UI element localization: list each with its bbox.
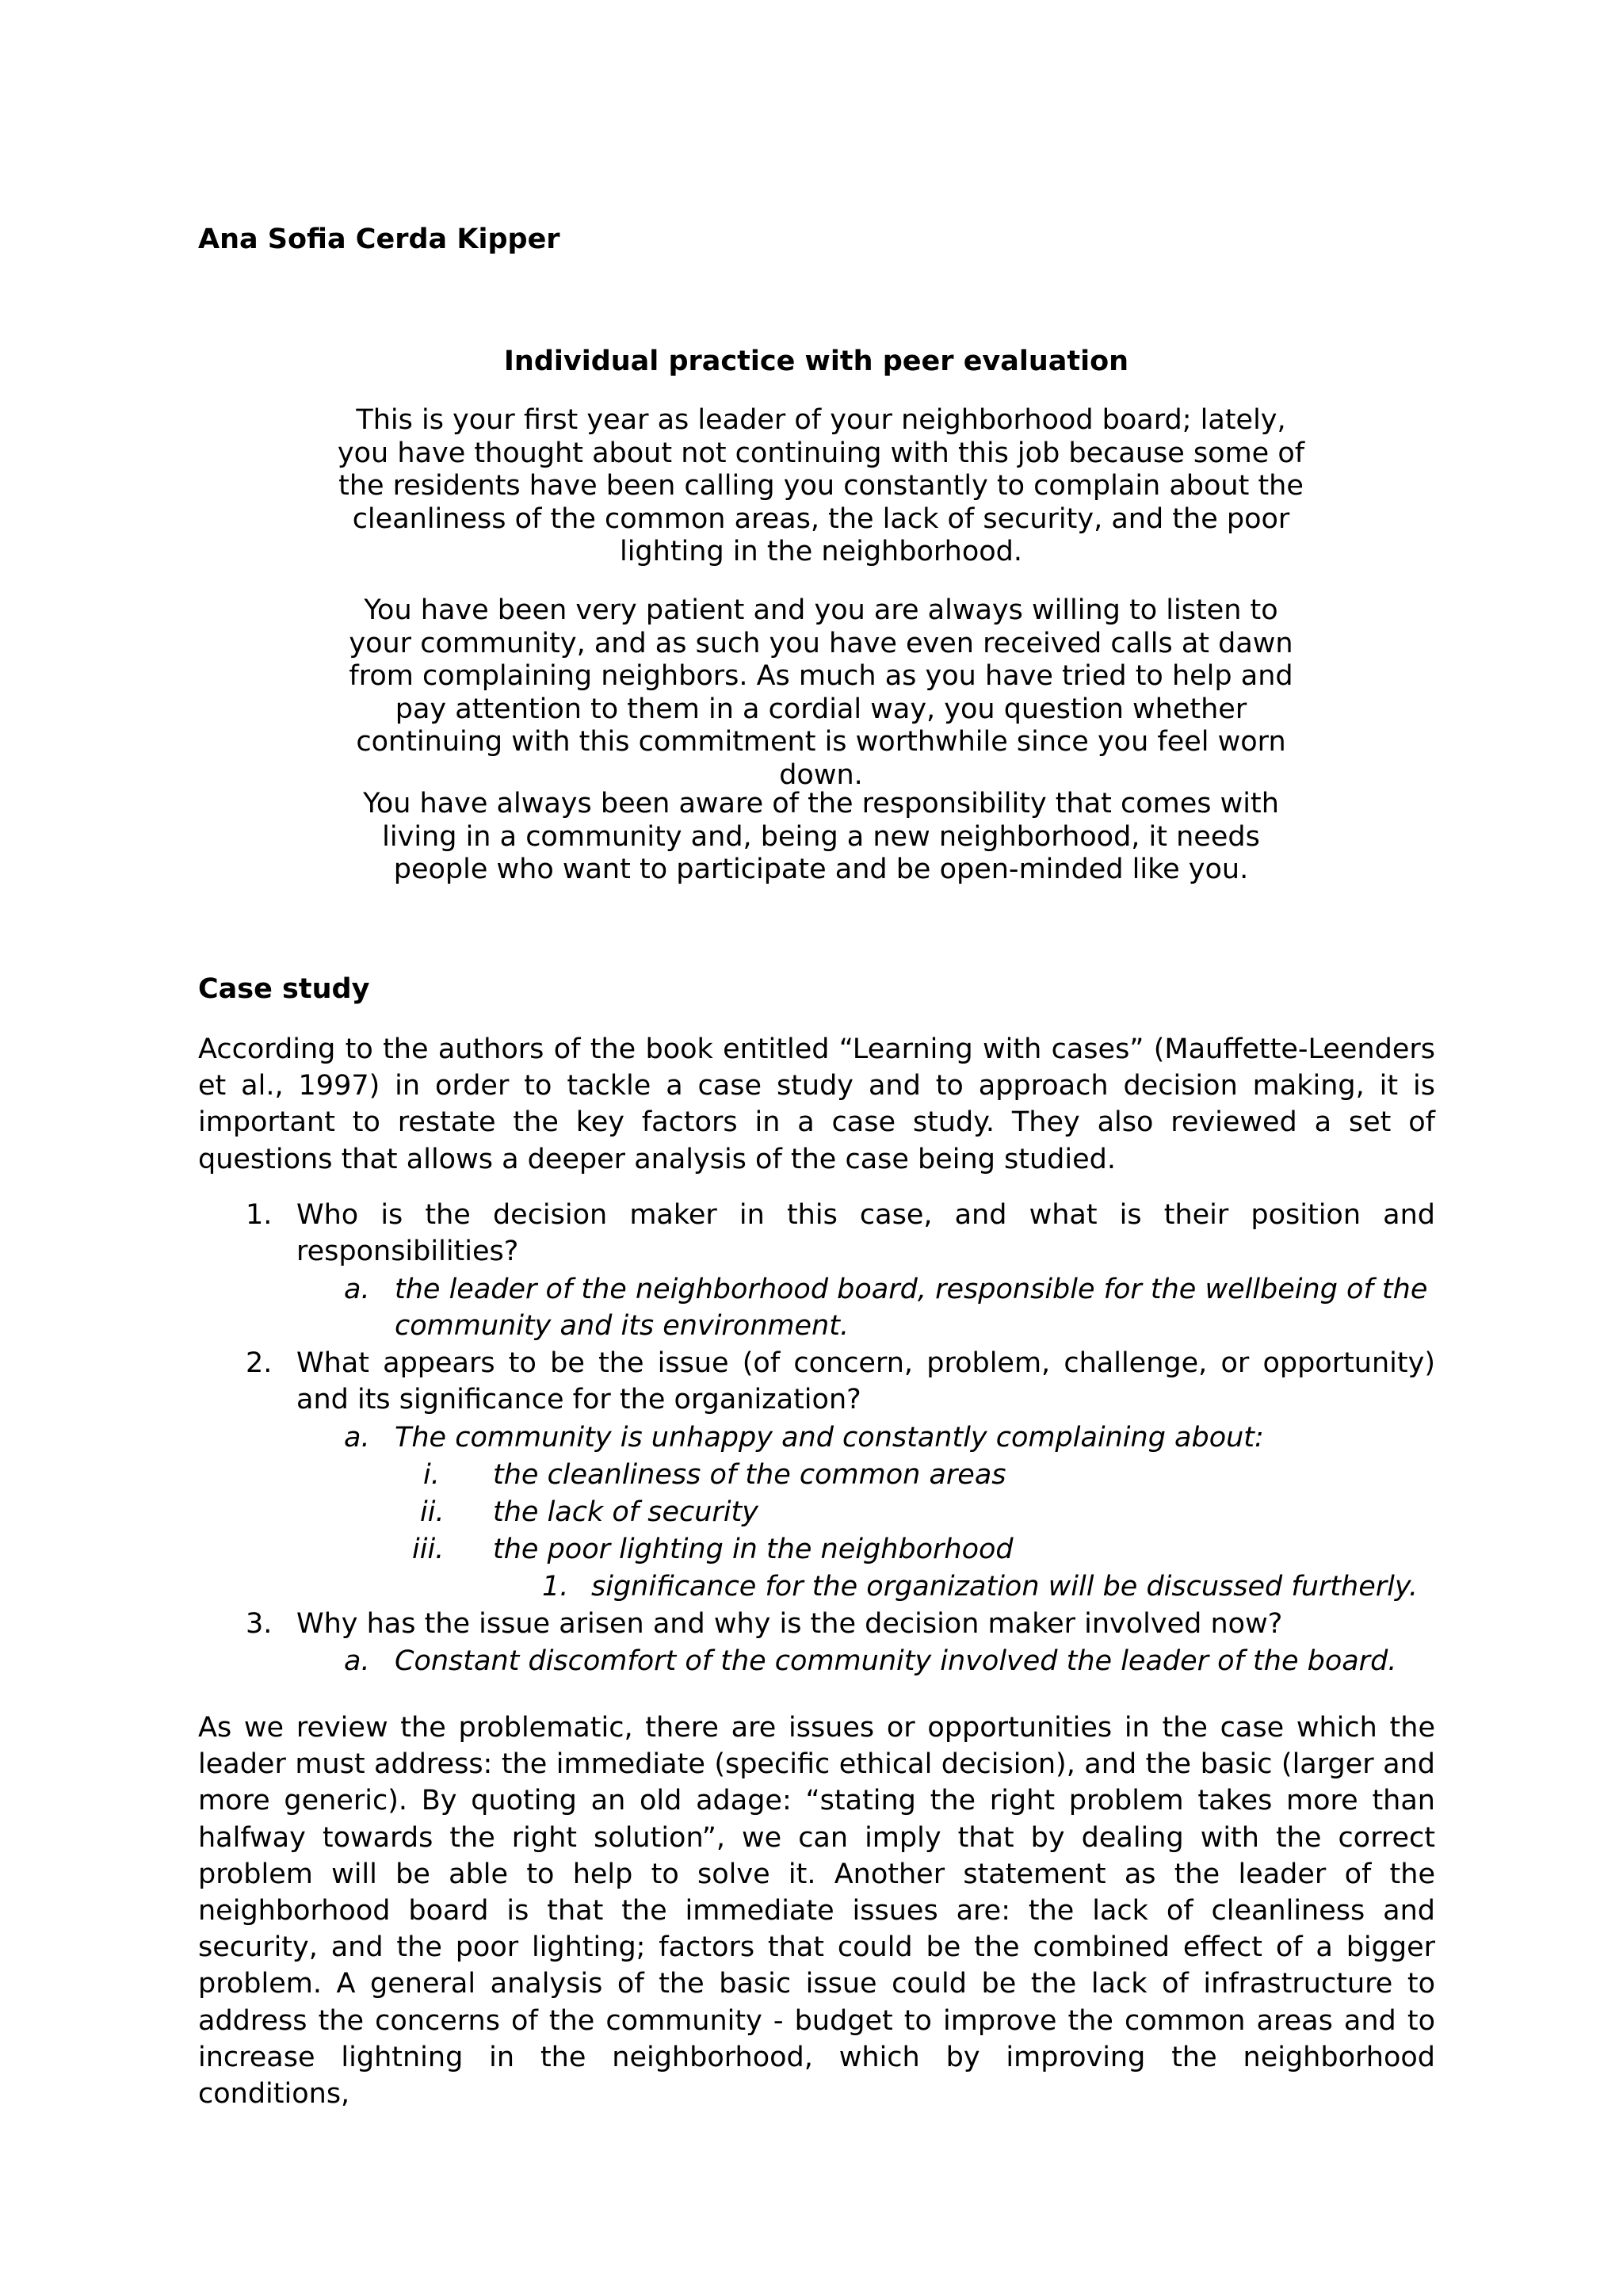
answer-2-sub-item: significance for the organization will be discussed furtherly. xyxy=(591,1571,1418,1603)
intro-paragraph-1: This is your first year as leader of your neighborhood board; lately, you have thought about not continuing with this job because some of the residents have been calling you constantly to complain about the cleanliness of the common areas, the lack of security, and the poor lighting in the neighborhood. xyxy=(337,404,1305,568)
list-number-1: 1. xyxy=(246,1199,273,1231)
answer-2-item-iii: the poor lighting in the neighborhood xyxy=(493,1534,1014,1565)
intro-paragraph-2: You have been very patient and you are always willing to listen to your community, and as such you have even received calls at dawn from complaining neighbors. As much as you have tried to help and pay attention to them in a cordial way, you question whether continuing with this commitment is worthwhile since you feel worn down. xyxy=(349,594,1293,791)
list-number-3: 3. xyxy=(246,1608,273,1640)
author-name: Ana Sofia Cerda Kipper xyxy=(198,223,560,255)
answer-2-letter: a. xyxy=(344,1422,370,1454)
answer-1: the leader of the neighborhood board, responsible for the wellbeing of the community and its environment. xyxy=(395,1274,1428,1343)
answer-3: Constant discomfort of the community involved the leader of the board. xyxy=(395,1645,1397,1677)
case-study-paragraph: According to the authors of the book entitled “Learning with cases” (Mauffette-Leenders et al., 1997) in order to tackle a case study and to approach decision making, it is important to restate the key factors in a case study. They also reviewed a set of questions that allows a deeper analysis of the case being studied. xyxy=(198,1033,1435,1175)
question-3: Why has the issue arisen and why is the decision maker involved now? xyxy=(296,1608,1283,1640)
answer-2-sub-number: 1. xyxy=(542,1571,569,1603)
answer-2-roman-iii: iii. xyxy=(412,1534,445,1565)
answer-2-item-ii: the lack of security xyxy=(493,1496,758,1528)
question-2: What appears to be the issue (of concern, problem, challenge, or opportunity) and its significance for the organization? xyxy=(296,1347,1435,1416)
answer-3-letter: a. xyxy=(344,1645,370,1677)
answer-1-letter: a. xyxy=(344,1274,370,1305)
question-1: Who is the decision maker in this case, and what is their position and responsibilities? xyxy=(296,1199,1435,1268)
answer-2-roman-i: i. xyxy=(423,1459,440,1491)
document-title: Individual practice with peer evaluation xyxy=(503,346,1129,377)
answer-2-item-i: the cleanliness of the common areas xyxy=(493,1459,1006,1491)
closing-paragraph: As we review the problematic, there are issues or opportunities in the case which the leader must address: the immediate (specific ethical decision), and the basic (larger and more generic). By quoting an old adage: “stating the right problem takes more than halfway towards the right solution”, we can imply that by dealing with the correct problem will be able to help to solve it. Another statement as the leader of the neighborhood board is that the immediate issues are: the lack of cleanliness and security, and the poor lighting; factors that could be the combined effect of a bigger problem. A general analysis of the basic issue could be the lack of infrastructure to address the concerns of the community - budget to improve the common areas and to increase lightning in the neighborhood, which by improving the neighborhood conditions, xyxy=(198,1712,1435,2111)
intro-paragraph-3: You have always been aware of the responsibility that comes with living in a community and, being a new neighborhood, it needs people who want to participate and be open-minded like you. xyxy=(363,788,1279,886)
answer-2-roman-ii: ii. xyxy=(420,1496,445,1528)
list-number-2: 2. xyxy=(246,1347,273,1379)
section-heading-case-study: Case study xyxy=(198,973,370,1005)
answer-2: The community is unhappy and constantly complaining about: xyxy=(395,1422,1264,1454)
